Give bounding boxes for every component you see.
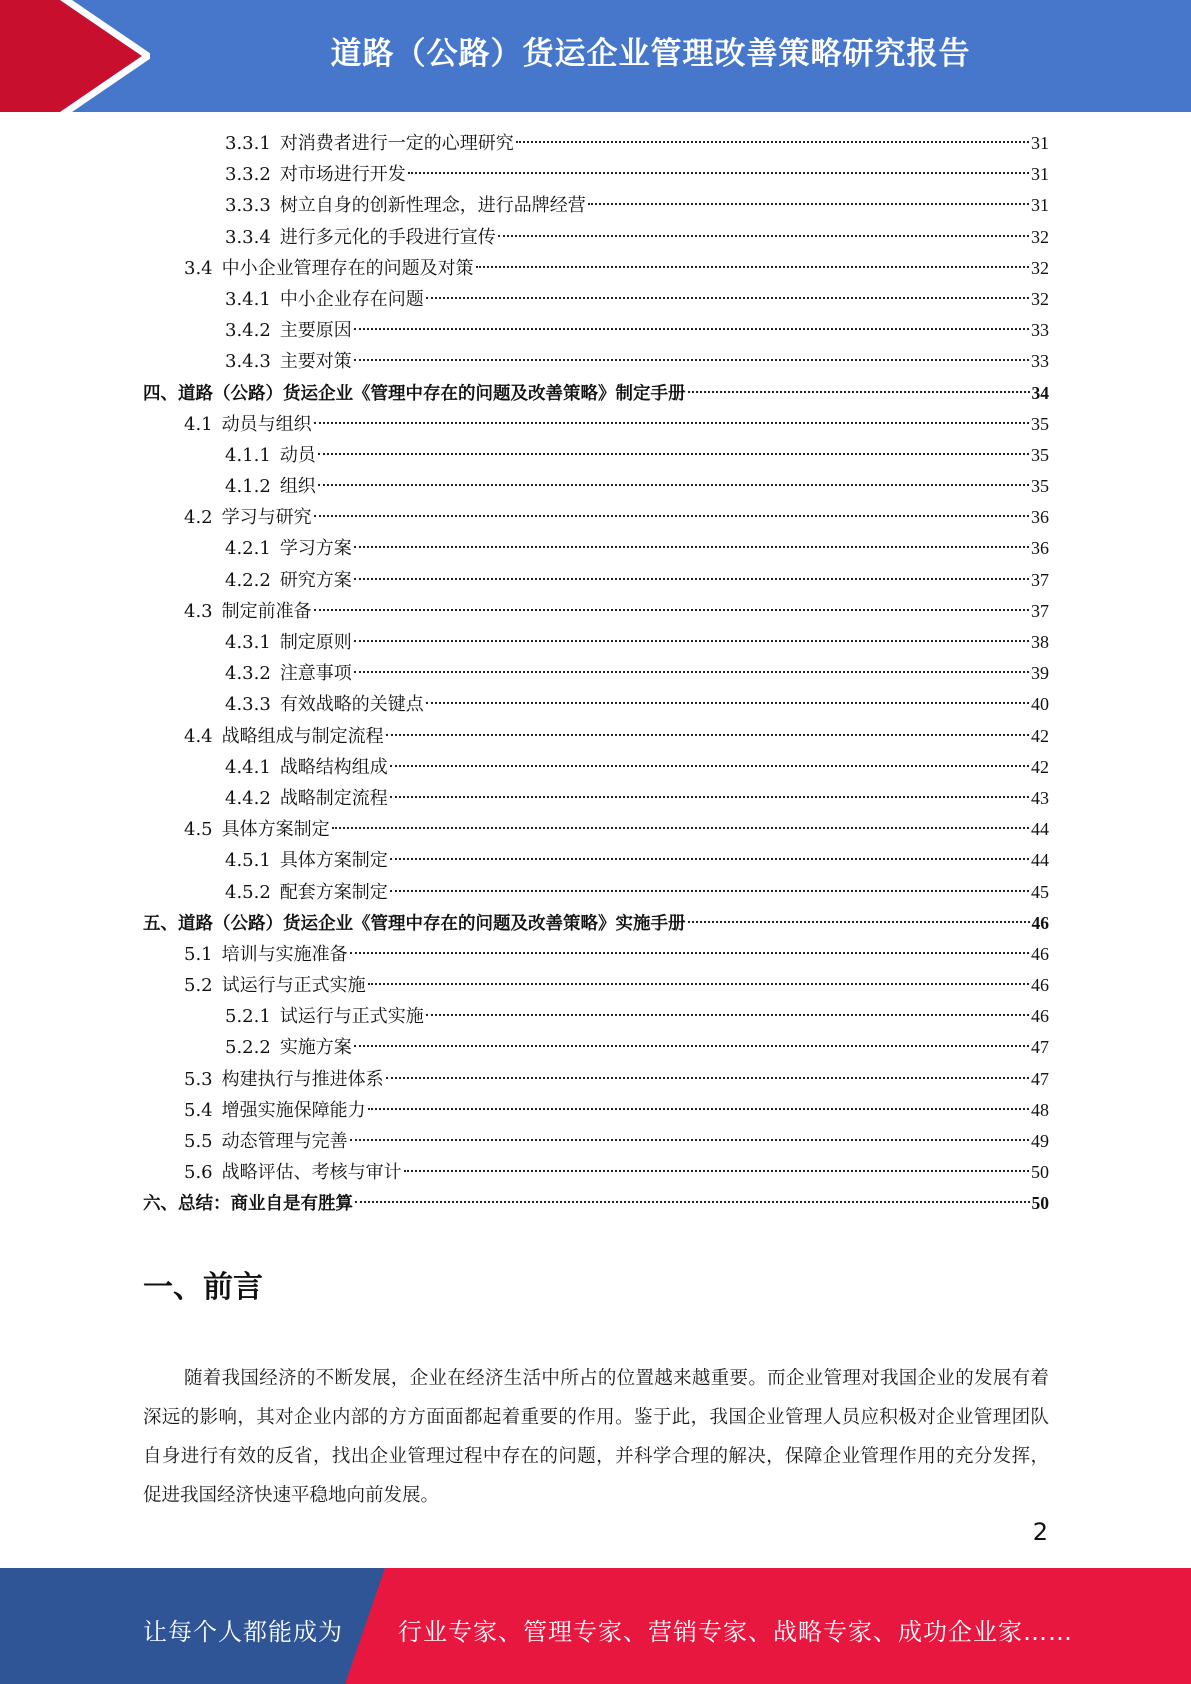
toc-dot-leader — [688, 921, 1030, 923]
toc-dot-leader — [332, 827, 1029, 829]
toc-entry-page: 35 — [1031, 413, 1049, 434]
toc-dot-leader — [368, 1108, 1029, 1110]
toc-entry-page: 38 — [1031, 632, 1049, 652]
toc-entry[interactable] — [143, 128, 1049, 159]
toc-dot-leader — [426, 702, 1029, 704]
toc-entry-page: 33 — [1031, 351, 1049, 372]
toc-entry-page: 42 — [1031, 756, 1049, 777]
toc-entry-title: 增强实施保障能力 — [221, 1099, 366, 1121]
toc-dot-leader — [426, 297, 1029, 299]
toc-entry-number: 4.3.2 — [225, 663, 271, 685]
toc-entry-page: 33 — [1031, 320, 1049, 341]
toc-entry-number: 4.5 — [184, 819, 213, 841]
toc-entry-page: 48 — [1031, 1099, 1049, 1120]
toc-entry-title: 学习方案 — [279, 538, 352, 560]
toc-entry-page: 34 — [1031, 382, 1049, 403]
toc-entry[interactable] — [143, 1095, 1049, 1126]
toc-entry-page: 32 — [1031, 257, 1049, 278]
toc-dot-leader — [354, 640, 1029, 642]
toc-entry[interactable] — [143, 814, 1049, 845]
toc-entry-number: 4.3 — [184, 600, 213, 622]
toc-entry-number: 3.4.1 — [225, 288, 271, 310]
toc-entry[interactable] — [143, 939, 1049, 970]
toc-entry-title: 具体方案制定 — [279, 850, 388, 872]
toc-dot-leader — [354, 671, 1029, 673]
toc-entry-title: 五、道路（公路）货运企业《管理中存在的问题及改善策略》实施手册 — [143, 913, 686, 934]
toc-entry-number: 4.3.1 — [225, 632, 271, 653]
toc-entry-number: 3.3.2 — [225, 164, 271, 186]
toc-entry-title: 具体方案制定 — [221, 819, 330, 841]
toc-entry-title: 研究方案 — [279, 569, 352, 591]
toc-entry[interactable] — [143, 346, 1049, 377]
toc-dot-leader — [516, 141, 1029, 143]
toc-entry[interactable] — [143, 284, 1049, 315]
toc-entry-title: 对市场进行开发 — [279, 164, 406, 186]
toc-dot-leader — [314, 515, 1029, 517]
toc-entry[interactable] — [143, 440, 1049, 471]
toc-entry[interactable] — [143, 533, 1049, 564]
toc-entry-title: 战略评估、考核与审计 — [221, 1162, 402, 1184]
toc-entry-title: 主要对策 — [279, 351, 352, 373]
toc-entry-number: 5.2.1 — [225, 1006, 271, 1028]
toc-entry-number: 5.4 — [184, 1099, 213, 1121]
toc-entry-number: 4.4.1 — [225, 756, 271, 778]
toc-dot-leader — [390, 765, 1029, 767]
toc-dot-leader — [390, 858, 1029, 860]
toc-entry-number: 5.1 — [184, 943, 213, 965]
toc-entry-page: 32 — [1031, 226, 1049, 247]
toc-entry-page: 36 — [1031, 507, 1049, 528]
toc-entry-page: 31 — [1031, 133, 1049, 153]
toc-dot-leader — [386, 734, 1029, 736]
toc-entry[interactable] — [143, 783, 1049, 814]
header-chevron-decoration — [0, 0, 150, 112]
toc-entry[interactable] — [143, 596, 1049, 627]
toc-entry[interactable] — [143, 1126, 1049, 1157]
toc-entry-page: 39 — [1031, 663, 1049, 684]
toc-entry-number: 5.5 — [184, 1131, 213, 1152]
toc-dot-leader — [368, 983, 1029, 985]
toc-entry-page: 36 — [1031, 538, 1049, 559]
toc-entry[interactable] — [143, 689, 1049, 720]
toc-entry-title: 试运行与正式实施 — [221, 975, 366, 997]
toc-entry-number: 5.2.2 — [225, 1037, 271, 1059]
toc-dot-leader — [318, 484, 1029, 486]
toc-entry[interactable] — [143, 877, 1049, 908]
toc-entry-title: 有效战略的关键点 — [279, 694, 424, 716]
toc-entry-title: 对消费者进行一定的心理研究 — [279, 133, 514, 154]
toc-entry-title: 中小企业存在问题 — [279, 288, 424, 310]
toc-entry-page: 46 — [1031, 943, 1049, 964]
footer-slogan-left: 让每个人都能成为 — [143, 1618, 343, 1646]
toc-entry-title: 战略组成与制定流程 — [221, 725, 384, 747]
toc-entry-page: 37 — [1031, 600, 1049, 621]
toc-entry-number: 5.2 — [184, 975, 213, 997]
toc-entry-number: 4.5.2 — [225, 881, 271, 903]
toc-entry[interactable] — [143, 721, 1049, 752]
toc-entry-number: 4.4 — [184, 725, 213, 747]
toc-entry-number: 3.3.3 — [225, 195, 271, 217]
toc-entry-page: 46 — [1031, 975, 1049, 996]
toc-dot-leader — [354, 1045, 1029, 1047]
toc-dot-leader — [314, 422, 1029, 424]
toc-entry-title: 中小企业管理存在的问题及对策 — [221, 257, 474, 279]
toc-entry-number: 3.4.3 — [225, 351, 271, 373]
toc-dot-leader — [354, 546, 1029, 548]
toc-entry-title: 六、总结：商业自是有胜算 — [143, 1194, 353, 1215]
toc-entry-page: 37 — [1031, 569, 1049, 590]
toc-entry-title: 制定原则 — [279, 632, 352, 653]
toc-dot-leader — [318, 453, 1029, 455]
toc-entry-number: 4.1.1 — [225, 444, 271, 466]
toc-entry-title: 实施方案 — [279, 1037, 352, 1059]
toc-entry-page: 44 — [1031, 819, 1049, 840]
toc-dot-leader — [354, 328, 1029, 330]
toc-entry[interactable] — [143, 627, 1049, 658]
toc-entry[interactable] — [143, 502, 1049, 533]
toc-entry-title: 动态管理与完善 — [221, 1131, 348, 1152]
toc-entry-title: 树立自身的创新性理念，进行品牌经营 — [279, 195, 586, 217]
toc-entry[interactable] — [143, 1157, 1049, 1188]
toc-entry-number: 4.4.2 — [225, 787, 271, 809]
toc-entry-page: 43 — [1031, 787, 1049, 808]
report-title: 道路（公路）货运企业管理改善策略研究报告 — [330, 36, 971, 72]
section-heading: 一、前言 — [143, 1270, 263, 1305]
toc-entry[interactable] — [143, 159, 1049, 190]
toc-entry-title: 动员与组织 — [221, 413, 312, 435]
toc-entry-page: 47 — [1031, 1068, 1049, 1089]
toc-dot-leader — [390, 796, 1029, 798]
toc-entry-number: 5.3 — [184, 1068, 213, 1090]
toc-entry-number: 4.1.2 — [225, 476, 271, 498]
toc-dot-leader — [476, 266, 1029, 268]
toc-entry-page: 42 — [1031, 725, 1049, 746]
page-number: 2 — [1032, 1518, 1048, 1546]
toc-entry-page: 50 — [1031, 1193, 1049, 1214]
toc-entry[interactable] — [143, 1188, 1049, 1219]
toc-entry[interactable] — [143, 658, 1049, 689]
toc-entry-number: 3.3.4 — [225, 226, 271, 248]
toc-entry-page: 31 — [1031, 164, 1049, 185]
toc-entry[interactable] — [143, 1032, 1049, 1063]
toc-entry-number: 4.2.1 — [225, 538, 271, 560]
toc-entry-title: 动员 — [279, 444, 316, 466]
toc-entry-title: 组织 — [279, 476, 316, 498]
toc-entry[interactable] — [143, 378, 1049, 409]
toc-entry-number: 3.4 — [184, 257, 213, 279]
toc-dot-leader — [350, 1139, 1029, 1141]
toc-entry-page: 49 — [1031, 1131, 1049, 1151]
table-of-contents — [143, 128, 1049, 1220]
toc-dot-leader — [314, 609, 1029, 611]
toc-dot-leader — [404, 1170, 1029, 1172]
toc-dot-leader — [408, 172, 1029, 174]
toc-entry-page: 35 — [1031, 476, 1049, 497]
toc-entry-number: 4.3.3 — [225, 694, 271, 716]
toc-entry[interactable] — [143, 1064, 1049, 1095]
body-paragraph: 随着我国经济的不断发展，企业在经济生活中所占的位置越来越重要。而企业管理对我国企业的发展有着深远的影响，其对企业内部的方方面面都起着重要的作用。鉴于此，我国企业管理人员应积极对企业管理团队自身进行有效的反省，找出企业管理过程中存在的问题，并科学合理的解决，保障企业管理作用的充分发挥，促进我国经济快速平稳地向前发展。 — [143, 1368, 1049, 1506]
toc-entry[interactable] — [143, 253, 1049, 284]
toc-entry-title: 战略制定流程 — [279, 787, 388, 809]
footer-slogan-right: 行业专家、管理专家、营销专家、战略专家、成功企业家…… — [398, 1618, 1073, 1646]
toc-entry-page: 50 — [1031, 1162, 1049, 1183]
toc-dot-leader — [354, 359, 1029, 361]
toc-entry-title: 试运行与正式实施 — [279, 1006, 424, 1028]
toc-entry-page: 32 — [1031, 288, 1049, 309]
toc-entry-number: 3.3.1 — [225, 133, 271, 154]
toc-entry-page: 46 — [1031, 1006, 1049, 1027]
toc-entry[interactable] — [143, 315, 1049, 346]
toc-entry-title: 注意事项 — [279, 663, 352, 685]
toc-entry-page: 31 — [1031, 195, 1049, 216]
toc-entry-page: 40 — [1031, 694, 1049, 715]
toc-entry-title: 主要原因 — [279, 320, 352, 342]
toc-entry-page: 44 — [1031, 850, 1049, 871]
toc-entry-page: 45 — [1031, 881, 1049, 902]
toc-entry-number: 4.2 — [184, 507, 213, 529]
toc-entry-title: 构建执行与推进体系 — [221, 1068, 384, 1090]
toc-entry[interactable] — [143, 908, 1049, 939]
toc-entry[interactable] — [143, 222, 1049, 253]
toc-dot-leader — [386, 1077, 1029, 1079]
toc-entry[interactable] — [143, 1001, 1049, 1032]
page-header — [0, 0, 1191, 112]
toc-dot-leader — [426, 1014, 1029, 1016]
toc-dot-leader — [354, 578, 1029, 580]
toc-entry-title: 培训与实施准备 — [221, 943, 348, 965]
toc-entry[interactable] — [143, 752, 1049, 783]
toc-entry[interactable] — [143, 970, 1049, 1001]
toc-dot-leader — [498, 235, 1029, 237]
toc-dot-leader — [355, 1201, 1030, 1203]
toc-entry-page: 35 — [1031, 444, 1049, 465]
page-footer — [0, 1568, 1191, 1684]
toc-entry-title: 进行多元化的手段进行宣传 — [279, 226, 496, 248]
toc-entry-page: 46 — [1031, 912, 1049, 933]
toc-entry-title: 配套方案制定 — [279, 881, 388, 903]
toc-entry[interactable] — [143, 471, 1049, 502]
toc-entry-page: 47 — [1031, 1037, 1049, 1058]
toc-entry-title: 四、道路（公路）货运企业《管理中存在的问题及改善策略》制定手册 — [143, 383, 686, 404]
toc-entry-title: 制定前准备 — [221, 600, 312, 622]
toc-dot-leader — [350, 952, 1029, 954]
toc-entry-title: 学习与研究 — [221, 507, 312, 529]
toc-dot-leader — [390, 890, 1029, 892]
toc-entry-number: 4.5.1 — [225, 850, 271, 872]
toc-dot-leader — [688, 391, 1030, 393]
toc-entry-number: 4.2.2 — [225, 569, 271, 591]
toc-entry-number: 3.4.2 — [225, 320, 271, 342]
toc-entry[interactable] — [143, 845, 1049, 876]
toc-entry-number: 4.1 — [184, 413, 213, 435]
toc-entry-title: 战略结构组成 — [279, 756, 388, 778]
toc-entry[interactable] — [143, 409, 1049, 440]
toc-entry[interactable] — [143, 190, 1049, 221]
toc-entry-number: 5.6 — [184, 1162, 213, 1184]
toc-dot-leader — [588, 203, 1029, 205]
toc-entry[interactable] — [143, 565, 1049, 596]
